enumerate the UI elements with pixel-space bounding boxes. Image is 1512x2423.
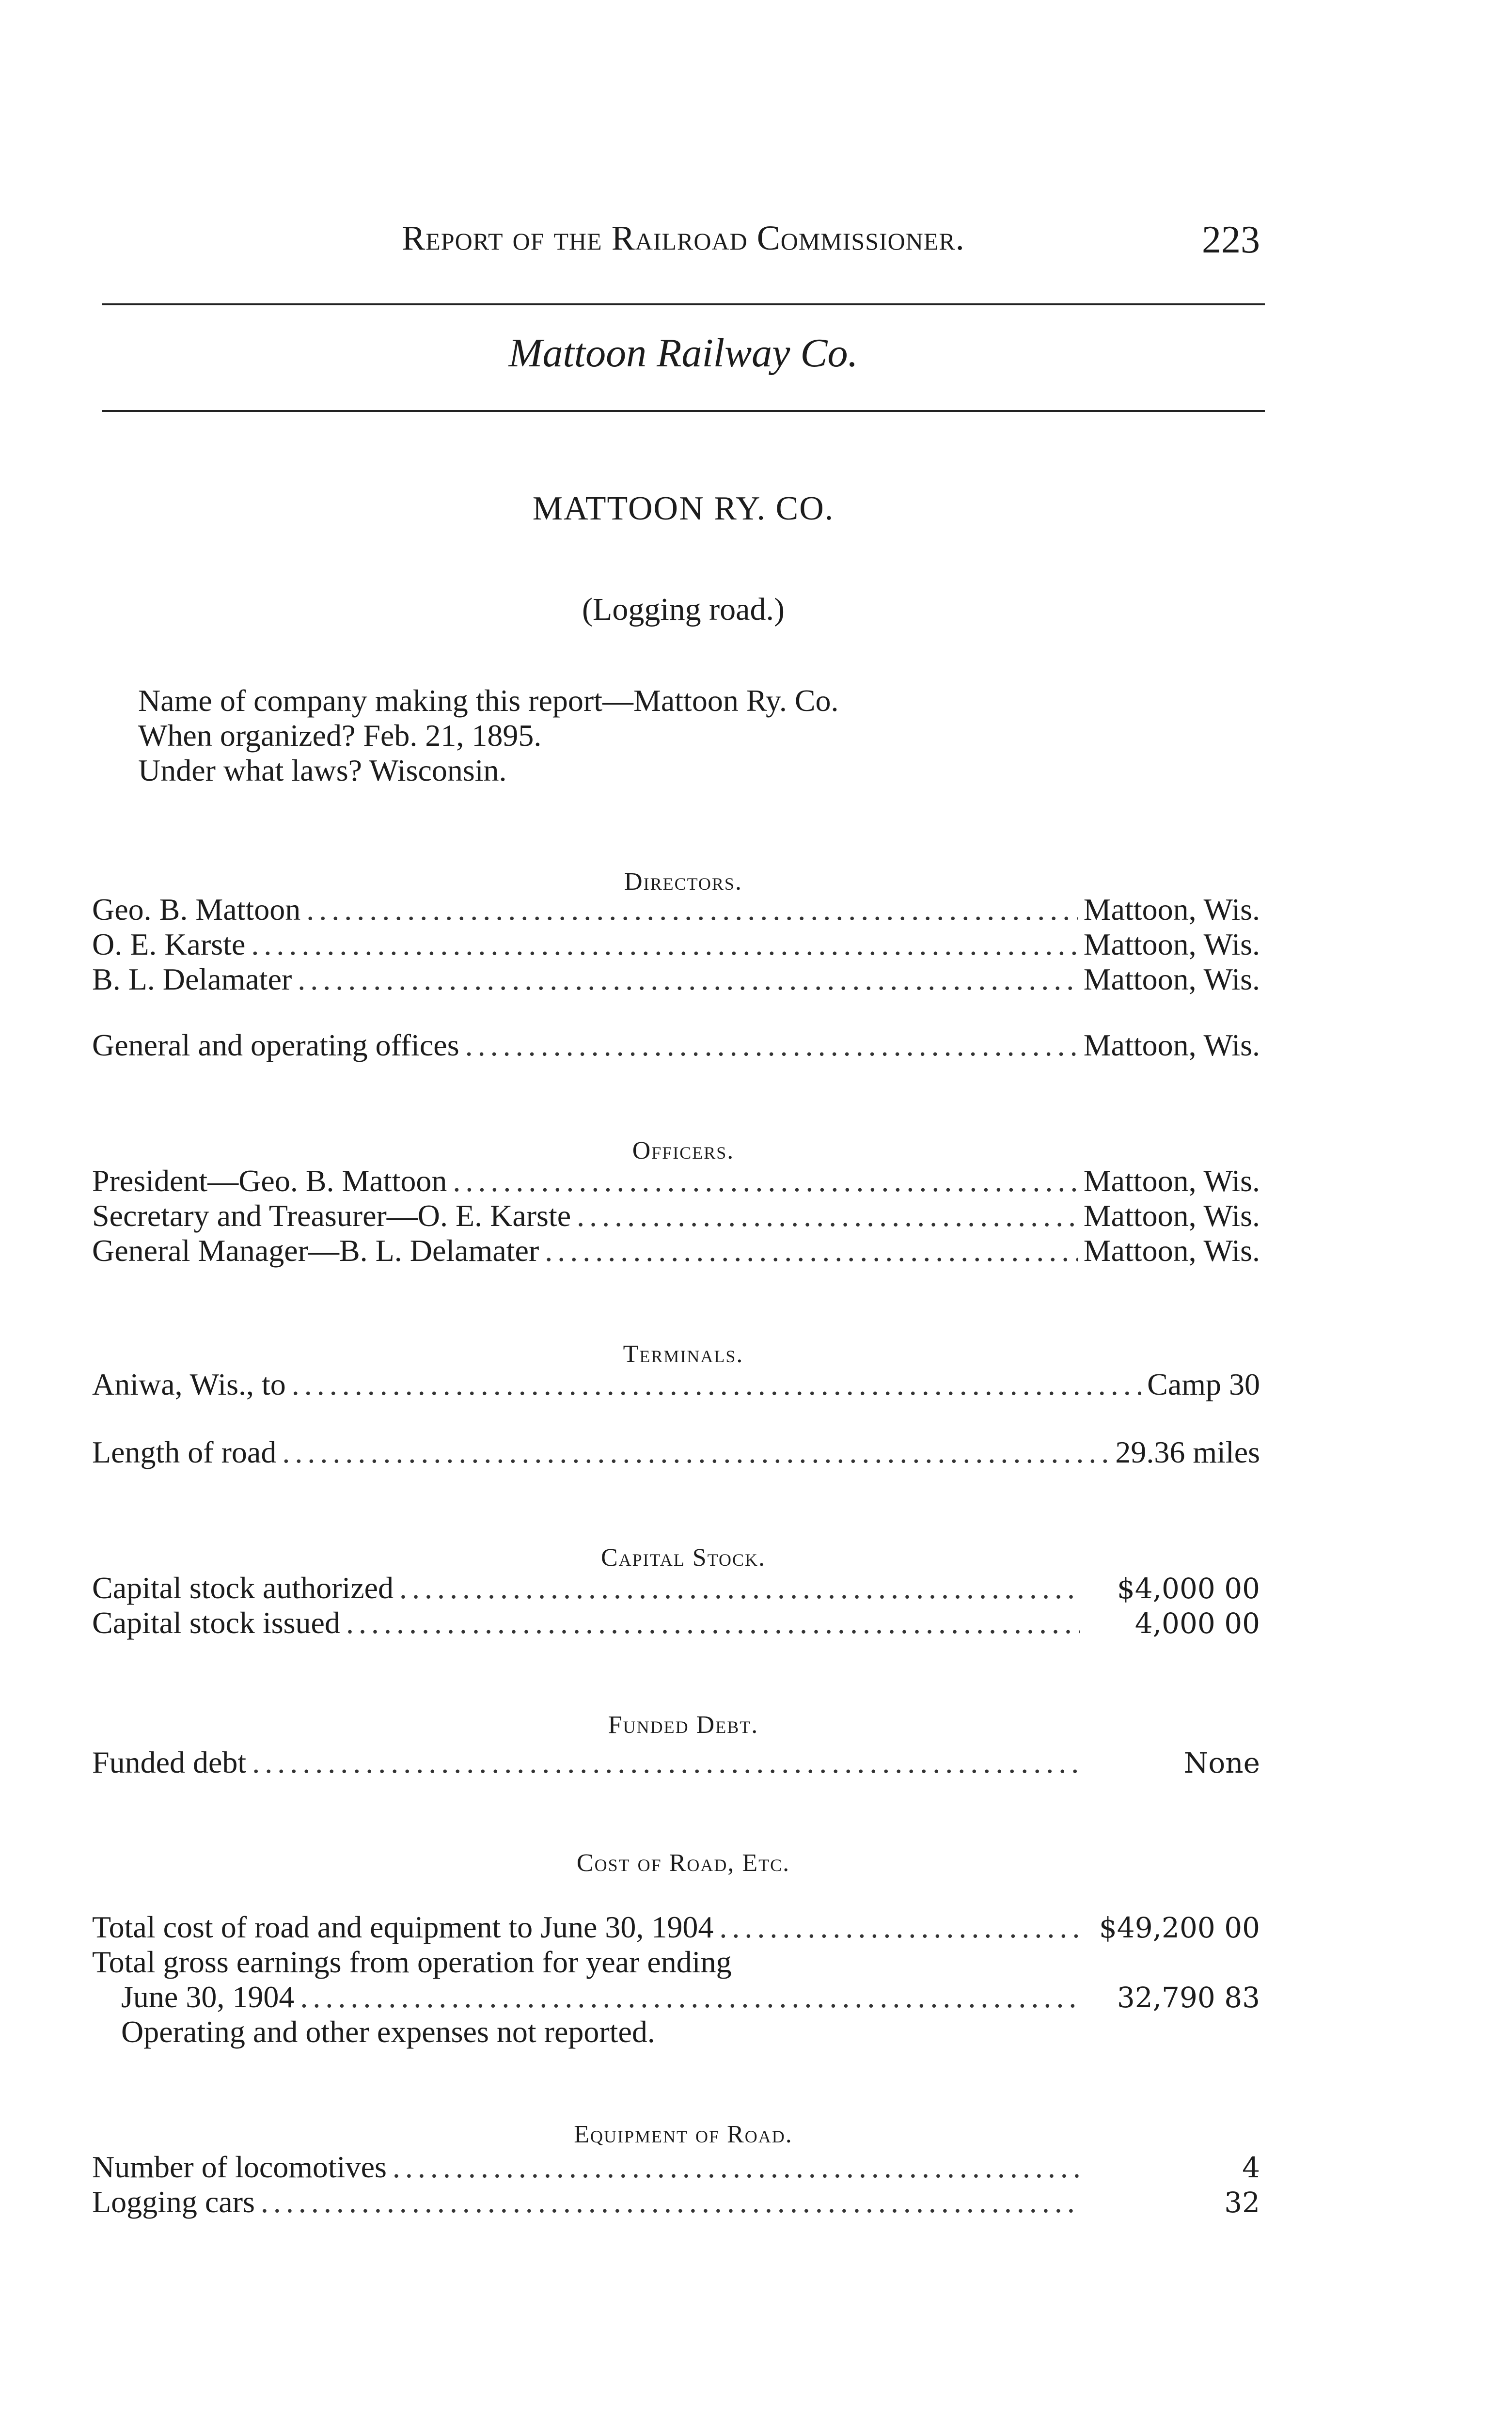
gross-earnings-value: 32,790 83 xyxy=(1117,1981,1260,2014)
leader-dots xyxy=(298,961,1077,997)
director-location: Mattoon, Wis. xyxy=(1083,927,1260,961)
leader-dots xyxy=(719,1909,1080,1945)
officer-row xyxy=(92,1163,1260,1198)
gross-earnings-row xyxy=(92,1979,1260,2014)
leader-dots xyxy=(453,1163,1077,1199)
capital-stock-row xyxy=(92,1605,1260,1640)
terminal-route-row xyxy=(92,1367,1260,1401)
terminals-heading: Terminals. xyxy=(623,1340,744,1368)
officers-heading: Officers. xyxy=(632,1137,735,1164)
gross-earnings-line: Total gross earnings from operation for year ending xyxy=(92,1945,732,1979)
director-row xyxy=(92,892,1260,927)
director-row xyxy=(92,927,1260,961)
leader-dots xyxy=(292,1367,1141,1402)
equipment-row xyxy=(92,2184,1260,2219)
director-location: Mattoon, Wis. xyxy=(1083,962,1260,996)
funded-debt-row xyxy=(92,1745,1260,1779)
officer-name: Secretary and Treasurer—O. E. Karste xyxy=(92,1198,571,1233)
officer-name: President—Geo. B. Mattoon xyxy=(92,1164,447,1198)
director-name: O. E. Karste xyxy=(92,927,246,961)
leader-dots xyxy=(393,2149,1080,2185)
total-cost-row xyxy=(92,1909,1260,1944)
offices-row xyxy=(92,1027,1260,1062)
capital-stock-value: 4,000 00 xyxy=(1134,1607,1260,1640)
leader-dots xyxy=(300,1979,1080,2015)
director-name: Geo. B. Mattoon xyxy=(92,892,301,927)
route-label: Aniwa, Wis., to xyxy=(92,1367,286,1401)
director-row xyxy=(92,961,1260,996)
leader-dots xyxy=(545,1233,1078,1269)
page-number: 223 xyxy=(1202,219,1260,261)
leader-dots xyxy=(261,2184,1080,2220)
leader-dots xyxy=(252,1745,1080,1780)
expenses-note: Operating and other expenses not reported. xyxy=(121,2014,655,2049)
officer-row xyxy=(92,1198,1260,1233)
funded-debt-label: Funded debt xyxy=(92,1745,247,1779)
leader-dots xyxy=(465,1027,1078,1063)
leader-dots xyxy=(282,1434,1109,1470)
officer-location: Mattoon, Wis. xyxy=(1083,1164,1260,1198)
director-name: B. L. Delamater xyxy=(92,962,292,996)
leader-dots xyxy=(346,1605,1080,1641)
leader-dots xyxy=(251,927,1077,962)
equipment-value: 4 xyxy=(1242,2151,1260,2184)
officer-row xyxy=(92,1233,1260,1268)
funded-debt-heading: Funded Debt. xyxy=(608,1711,759,1739)
road-length-value: 29.36 miles xyxy=(1115,1435,1260,1469)
leader-dots xyxy=(399,1570,1080,1606)
funded-debt-value: None xyxy=(1183,1746,1260,1779)
equipment-value: 32 xyxy=(1224,2186,1260,2219)
directors-heading: Directors. xyxy=(624,868,742,896)
section-subtitle: Mattoon Railway Co. xyxy=(508,330,858,376)
capital-stock-heading: Capital Stock. xyxy=(600,1544,766,1572)
officer-name: General Manager—B. L. Delamater xyxy=(92,1233,539,1268)
company-info xyxy=(138,683,1107,788)
offices-label: General and operating offices xyxy=(92,1028,459,1062)
offices-location: Mattoon, Wis. xyxy=(1083,1028,1260,1062)
total-cost-label: Total cost of road and equipment to June 30, 1904 xyxy=(92,1910,714,1944)
capital-stock-label: Capital stock authorized xyxy=(92,1571,394,1605)
capital-stock-row xyxy=(92,1570,1260,1605)
leader-dots xyxy=(577,1198,1078,1234)
equipment-label: Logging cars xyxy=(92,2185,255,2219)
equipment-row xyxy=(92,2149,1260,2184)
bottom-rule xyxy=(102,410,1265,412)
road-length-label: Length of road xyxy=(92,1435,277,1469)
equipment-heading: Equipment of Road. xyxy=(574,2121,793,2148)
company-title: MATTOON RY. CO. xyxy=(532,490,835,527)
equipment-label: Number of locomotives xyxy=(92,2150,387,2184)
capital-stock-label: Capital stock issued xyxy=(92,1605,340,1640)
officer-location: Mattoon, Wis. xyxy=(1083,1233,1260,1268)
info-line: When organized? Feb. 21, 1895. xyxy=(138,718,542,753)
director-location: Mattoon, Wis. xyxy=(1083,892,1260,927)
leader-dots xyxy=(306,892,1078,928)
capital-stock-value: $4,000 00 xyxy=(1117,1572,1260,1605)
officer-location: Mattoon, Wis. xyxy=(1083,1198,1260,1233)
top-rule xyxy=(102,303,1265,305)
cost-of-road-heading: Cost of Road, Etc. xyxy=(576,1849,790,1877)
running-head: Report of the Railroad Commissioner. xyxy=(402,219,965,257)
gross-earnings-label: June 30, 1904 xyxy=(121,1980,295,2014)
road-type: (Logging road.) xyxy=(582,592,785,627)
info-line: Name of company making this report—Mattoon Ry. Co. xyxy=(138,683,839,718)
total-cost-value: $49,200 00 xyxy=(1099,1911,1260,1944)
road-length-row xyxy=(92,1434,1260,1469)
route-value: Camp 30 xyxy=(1147,1367,1260,1401)
info-line: Under what laws? Wisconsin. xyxy=(138,753,507,787)
